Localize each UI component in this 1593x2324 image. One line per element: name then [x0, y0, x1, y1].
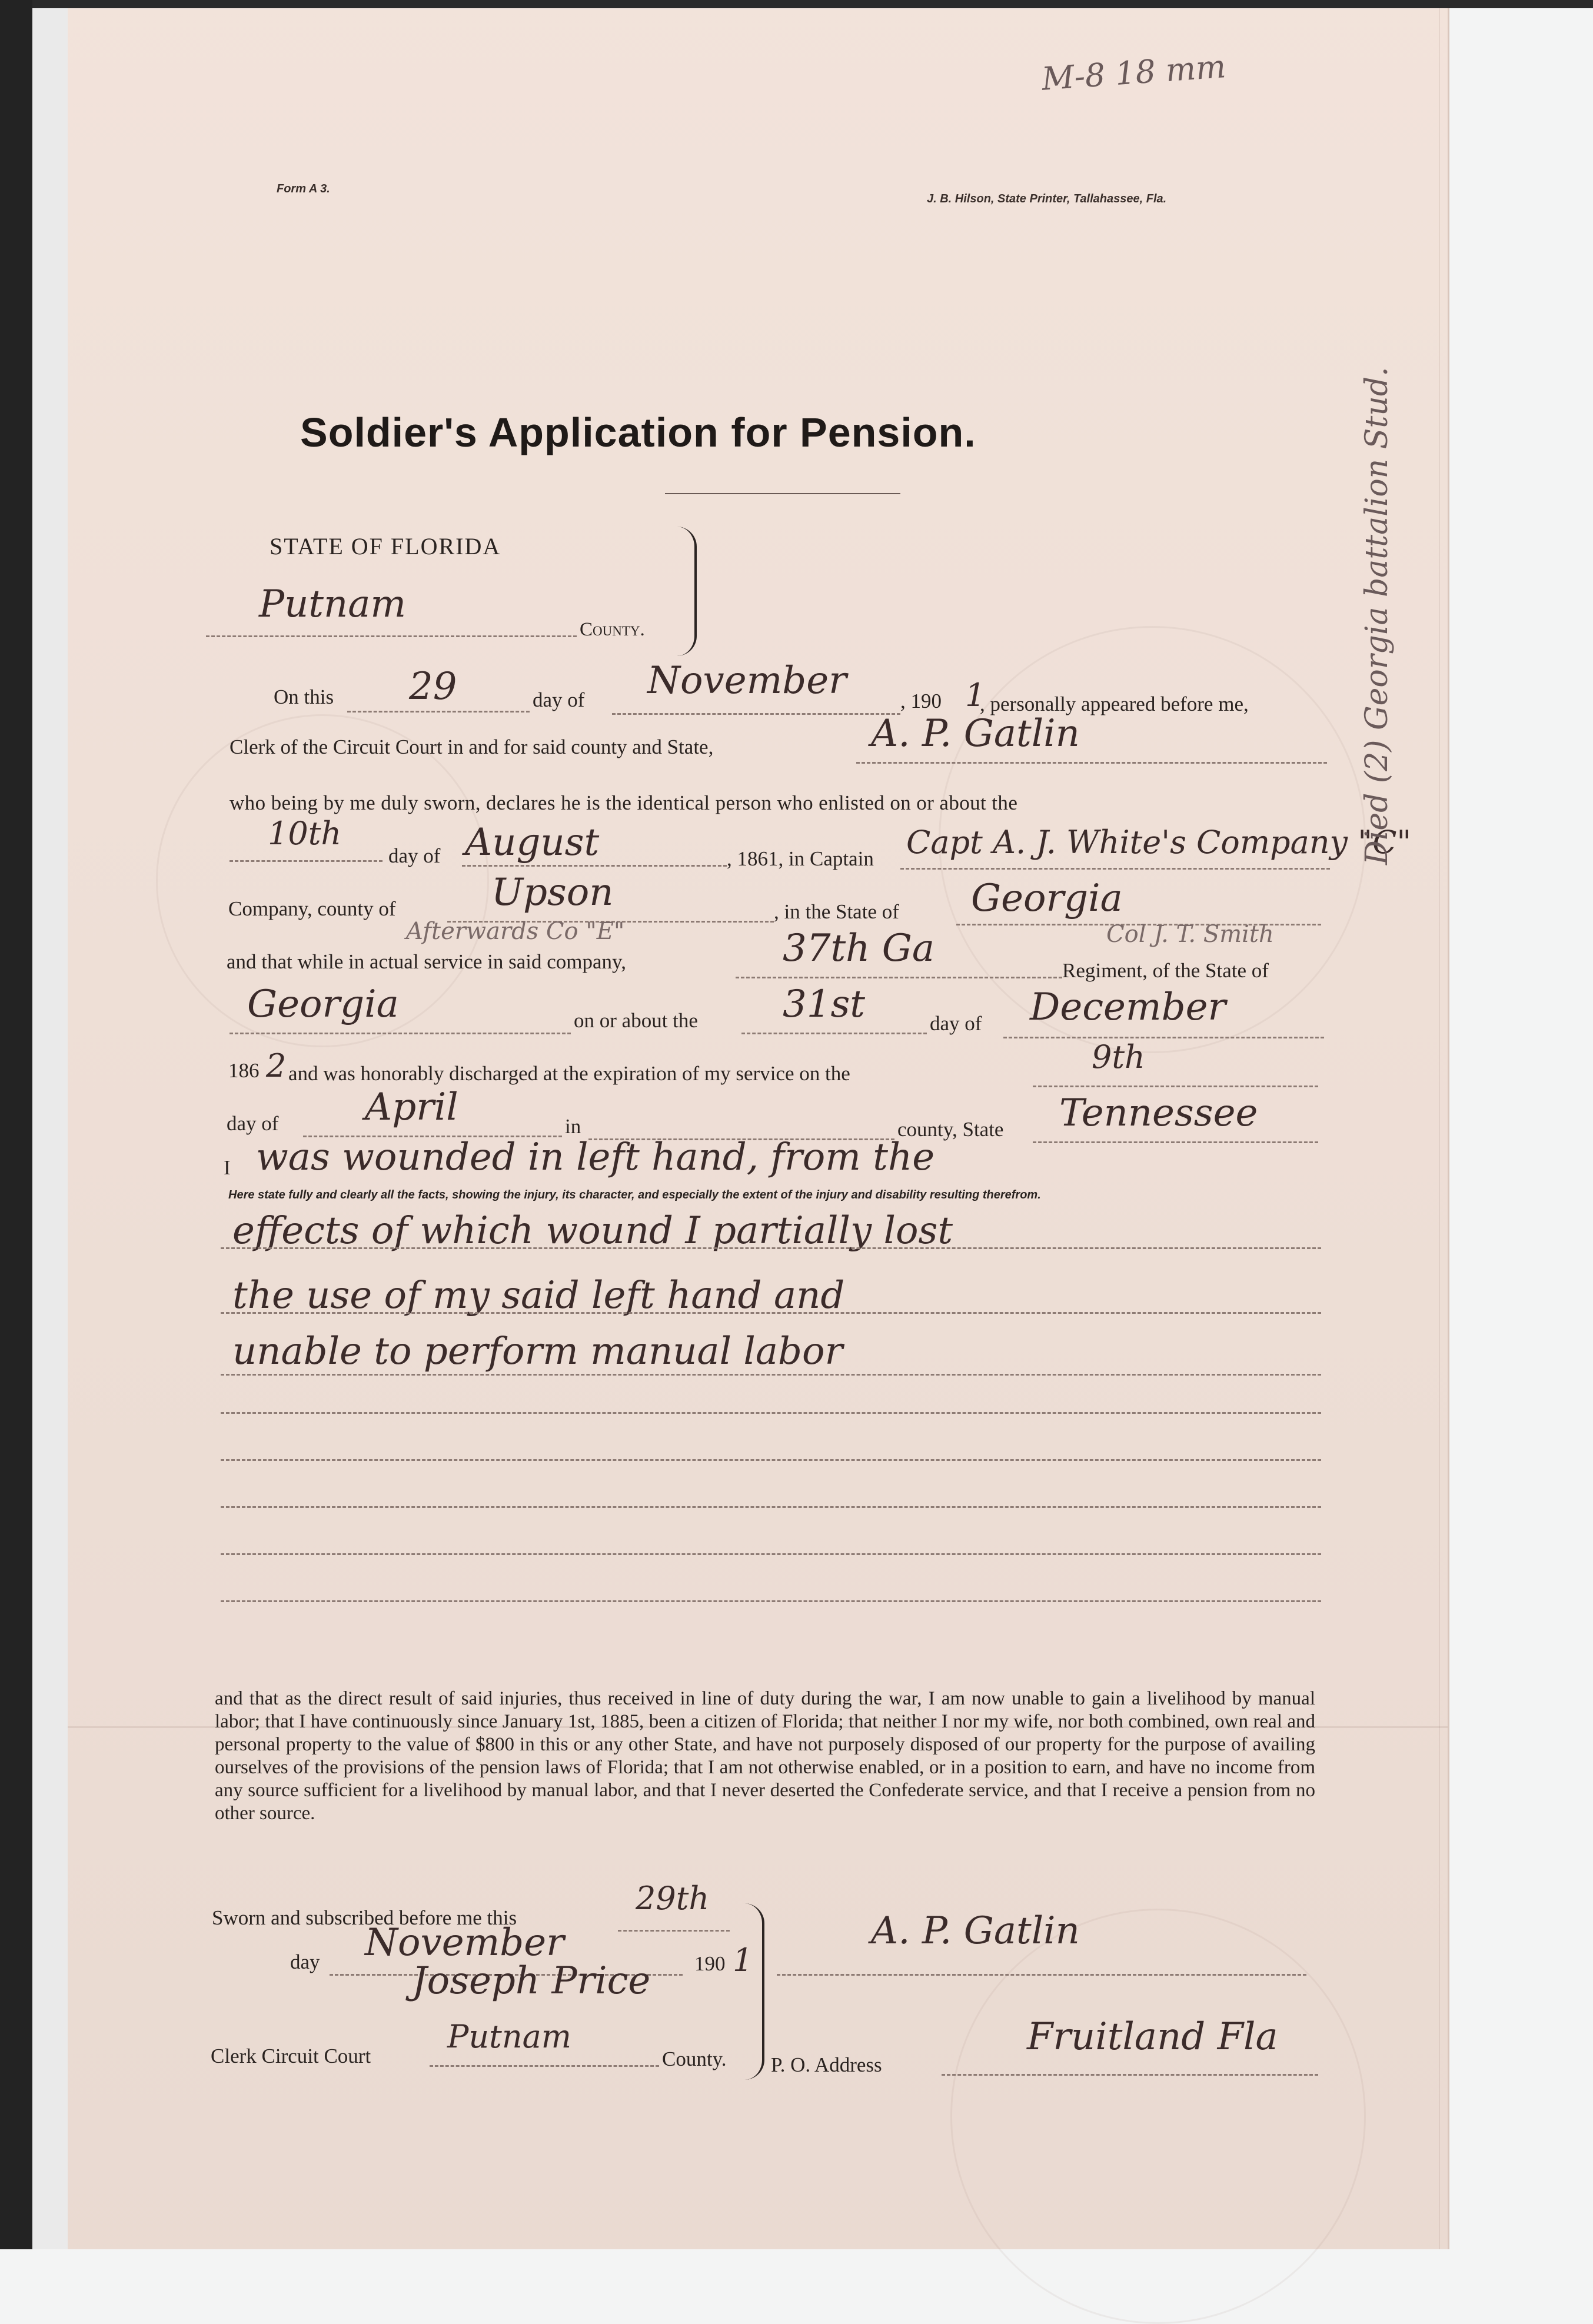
title-rule	[665, 493, 900, 494]
afterwards-note: Afterwards Co "E"	[406, 918, 625, 945]
po-address-value: Fruitland Fla	[1027, 2015, 1278, 2059]
clerk-signature: Joseph Price	[412, 1959, 651, 2003]
who-being-text: who being by me duly sworn, declares he is the identical person who enlisted on or about the	[230, 791, 1018, 814]
enlist-month-blank	[462, 865, 727, 867]
scanner-edge-dark	[0, 0, 32, 2249]
clerk-line-text: Clerk of the Circuit Court in and for said county and State,	[230, 735, 714, 758]
wound-day-of: day of	[930, 1012, 982, 1035]
sworn-day: 29th	[636, 1880, 710, 1917]
margin-note: M-8 18 mm	[1040, 48, 1228, 98]
company-county-label: Company, county of	[228, 897, 396, 920]
county-handwritten: Putnam	[259, 582, 407, 626]
discharge-state: Tennessee	[1059, 1091, 1258, 1135]
day-of-label: day of	[533, 688, 585, 711]
scanner-top-edge	[32, 0, 1593, 8]
on-or-about-label: on or about the	[574, 1009, 698, 1032]
po-address-label: P. O. Address	[771, 2053, 882, 2076]
injury-line-1: was wounded in left hand, from the	[256, 1136, 935, 1179]
month-blank	[612, 713, 900, 715]
regiment-number: 37th Ga	[783, 927, 934, 970]
injury-blank-line	[221, 1374, 1321, 1376]
discharge-day: 9th	[1092, 1038, 1145, 1076]
wound-month-blank	[1003, 1037, 1324, 1038]
discharged-text: and was honorably discharged at the expiration of my service on the	[288, 1062, 850, 1085]
side-note: Died (2) Georgia battalion Stud.	[1359, 367, 1395, 865]
regiment-label: Regiment, of the State of	[1062, 959, 1269, 982]
injury-blank-line	[221, 1459, 1321, 1461]
state-enlist: Georgia	[971, 877, 1123, 920]
injury-blank-line	[221, 1247, 1321, 1249]
injury-blank-line	[221, 1600, 1321, 1602]
county-state-label: county, State	[897, 1118, 1004, 1141]
on-this-label: On this	[274, 685, 334, 708]
clerk-county: Putnam	[447, 2018, 571, 2055]
injury-blank-line	[221, 1412, 1321, 1414]
year-digit: 1	[965, 677, 986, 714]
wound-year-digit: 2	[266, 1047, 287, 1084]
applicant-signature: A. P. Gatlin	[871, 1909, 1080, 1953]
discharge-day-blank	[1033, 1086, 1318, 1087]
injury-line-3: the use of my said left hand and	[232, 1274, 845, 1317]
regiment-blank	[736, 977, 1062, 978]
regiment-state: Georgia	[247, 983, 399, 1026]
county-blank	[206, 635, 577, 637]
month-value: November	[647, 659, 847, 702]
clerk-county-blank	[430, 2065, 659, 2067]
jurat-day-label: day	[290, 1950, 320, 1973]
jurat-year-digit: 1	[733, 1942, 753, 1979]
discharge-state-blank	[1033, 1141, 1318, 1143]
county-enlist: Upson	[491, 871, 614, 914]
day-blank	[347, 711, 530, 712]
sworn-day-blank	[618, 1930, 730, 1932]
wound-day: 31st	[783, 983, 865, 1026]
day-value: 29	[409, 665, 457, 708]
clerk-label: Clerk Circuit Court	[211, 2045, 371, 2067]
regiment-state-blank	[230, 1033, 571, 1034]
injury-line-4: unable to perform manual labor	[232, 1330, 843, 1373]
enlist-day: 10th	[268, 815, 342, 852]
in-state-label: , in the State of	[774, 900, 899, 923]
jurat-brace	[744, 1903, 764, 2080]
jurat-month: November	[365, 1921, 564, 1965]
i-label: I	[224, 1156, 231, 1179]
enlist-day-of: day of	[388, 844, 441, 867]
county-label: County.	[580, 619, 645, 640]
injury-instructions: Here state fully and clearly all the facts, showing the injury, its character, and especially the extent of the injury and disability resulting therefrom.	[228, 1188, 1041, 1201]
year-prefix: , 190	[900, 690, 942, 712]
clerk-county-label: County.	[662, 2047, 727, 2070]
appeared-text: , personally appeared before me,	[980, 692, 1249, 715]
colonel-note: Col J. T. Smith	[1106, 921, 1274, 948]
wound-month: December	[1030, 985, 1226, 1029]
oath-paragraph: and that as the direct result of said injuries, thus received in line of duty during the war, I am now unable to gain a livelihood by manual labor; that I have continuously since January 1st, 1885, been a citizen of Florida; that neither I nor my wife, nor both combined, own real and personal property to the value of $800 in this or any other State, and have not purposely disposed of our property for the purpose of availing ourselves of the provisions of the pension laws of Florida; that I am not otherwise enabled, or in a position to earn, and have no income from any source sufficient for a livelihood by manual labor, and that I never deserted the Confederate service, and that I receive a pension from no other source.	[215, 1688, 1315, 1824]
jurat-year: 190	[694, 1952, 726, 1975]
injury-line-2: effects of which wound I partially lost	[232, 1209, 953, 1253]
enlist-day-blank	[230, 860, 383, 862]
applicant-name: A. P. Gatlin	[871, 712, 1080, 755]
scanner-edge-light	[32, 0, 68, 2249]
injury-blank-line	[221, 1506, 1321, 1508]
name-blank	[856, 762, 1327, 764]
printer-credit: J. B. Hilson, State Printer, Tallahassee, Fla.	[927, 192, 1167, 205]
injury-blank-line	[221, 1553, 1321, 1555]
state-label: STATE OF FLORIDA	[270, 533, 501, 560]
form-number: Form A 3.	[277, 182, 330, 195]
paper-fold-vertical	[1439, 8, 1440, 2249]
discharge-day-of: day of	[227, 1112, 279, 1135]
captain-blank	[900, 868, 1330, 870]
year-1861: , 1861, in Captain	[727, 847, 874, 870]
year-186: 186	[228, 1059, 260, 1082]
while-service-label: and that while in actual service in said company,	[227, 950, 627, 973]
enlist-month: August	[465, 821, 600, 864]
county-brace	[677, 527, 697, 656]
po-address-blank	[942, 2074, 1318, 2076]
sworn-label: Sworn and subscribed before me this	[212, 1906, 517, 1929]
wound-day-blank	[741, 1033, 927, 1034]
applicant-signature-blank	[777, 1974, 1306, 1976]
faint-seal	[950, 1909, 1366, 2324]
injury-blank-line	[221, 1312, 1321, 1314]
in-label: in	[565, 1115, 581, 1138]
discharge-month: April	[365, 1086, 458, 1129]
page-title: Soldier's Application for Pension.	[300, 409, 976, 455]
captain-value: Capt A. J. White's Company "C"	[906, 824, 1412, 861]
